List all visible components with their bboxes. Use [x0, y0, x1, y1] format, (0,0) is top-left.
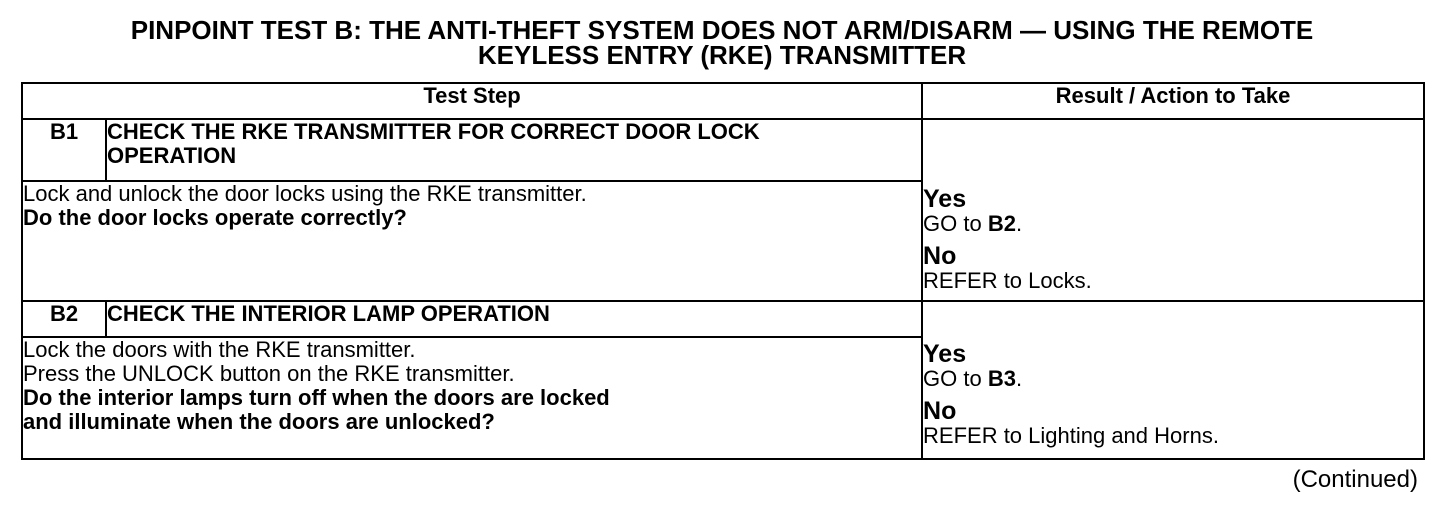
yes-action: GO to B3. — [923, 366, 1023, 391]
step-title-line-1: CHECK THE RKE TRANSMITTER FOR CORRECT DOOR LOCK — [107, 119, 760, 144]
step-b1-body — [22, 181, 922, 301]
no-label: No — [923, 242, 957, 270]
goto-target: B2 — [987, 211, 1016, 236]
step-title-line-1: CHECK THE INTERIOR LAMP OPERATION — [107, 301, 550, 326]
bullet-item: Lock and unlock the door locks using the RKE transmitter. — [23, 181, 587, 206]
no-label: No — [923, 397, 957, 425]
yes-label: Yes — [923, 185, 967, 213]
step-title — [106, 301, 922, 337]
step-b1-title-row — [22, 119, 1424, 181]
bullet-item: Lock the doors with the RKE transmitter. — [23, 337, 416, 362]
yes-action: GO to B2. — [923, 211, 1023, 236]
bullet-item: Press the UNLOCK button on the RKE transmitter. — [23, 361, 515, 386]
header-row — [22, 83, 1424, 119]
step-b1-result — [922, 119, 1424, 301]
step-id: B1 — [22, 119, 106, 181]
bullet-item-question: Do the interior lamps turn off when the doors are locked and illuminate when the doors are unlocked? — [23, 385, 610, 434]
goto-target: B3 — [987, 366, 1016, 391]
title-line-2: KEYLESS ENTRY (RKE) TRANSMITTER — [477, 40, 967, 70]
no-action: REFER to Locks. — [923, 268, 1092, 293]
yes-label: Yes — [923, 340, 967, 368]
step-b2-result — [922, 301, 1424, 459]
step-title — [106, 119, 922, 181]
step-b2-body — [22, 337, 922, 459]
continued-label: (Continued) — [1292, 466, 1418, 493]
title-line-1: PINPOINT TEST B: THE ANTI-THEFT SYSTEM DOES NOT ARM/DISARM — USING THE REMOTE — [130, 15, 1314, 45]
test-step-header: Test Step — [22, 83, 922, 119]
step-b2-title-row — [22, 301, 1424, 337]
page-title — [0, 15, 1444, 70]
bullet-item-question: Do the door locks operate correctly? — [23, 205, 407, 230]
step-id: B2 — [22, 301, 106, 337]
pinpoint-test-table — [21, 82, 1425, 460]
step-title-line-2: OPERATION — [107, 143, 237, 168]
no-action: REFER to Lighting and Horns. — [923, 423, 1219, 448]
result-header: Result / Action to Take — [922, 83, 1424, 119]
